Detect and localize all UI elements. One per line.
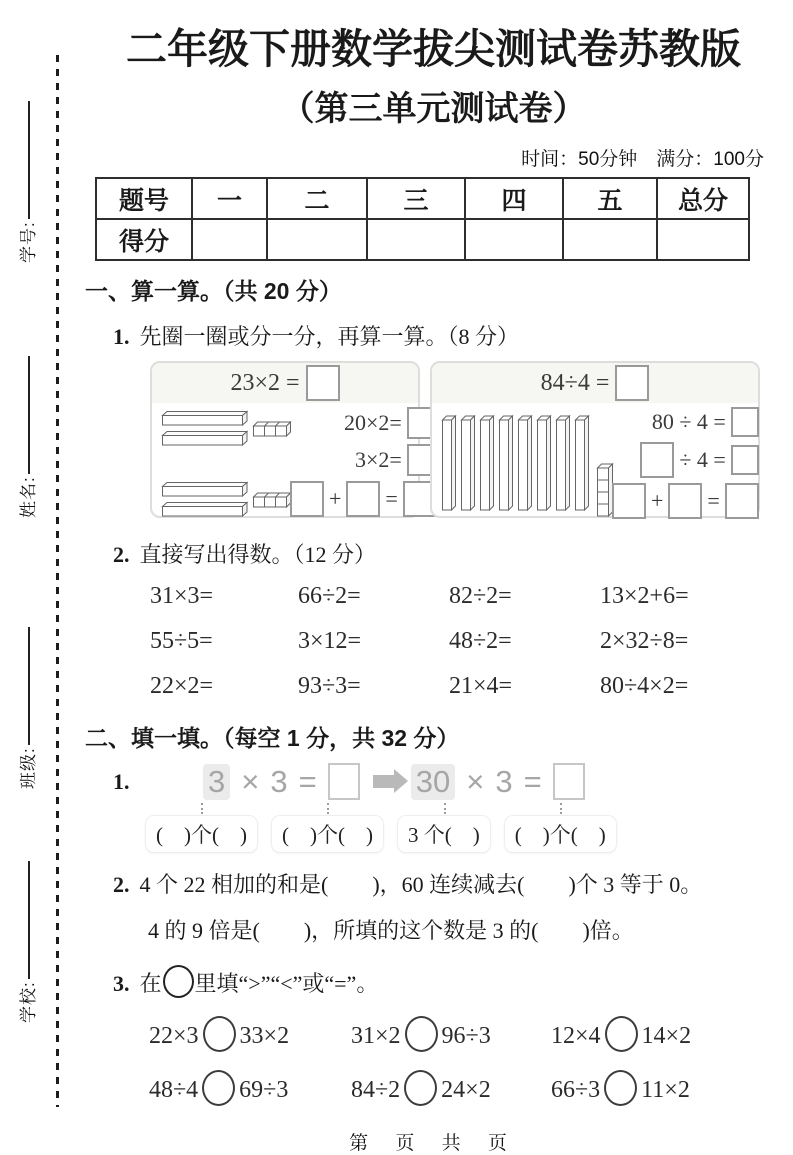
comparison-item (551, 1070, 782, 1106)
score-cell-blank (267, 219, 367, 260)
score-col-header-total: 总分 (657, 178, 749, 219)
comparison-row (149, 1016, 782, 1052)
tens-rod-icon (162, 411, 248, 426)
factor: 3 (270, 763, 288, 799)
student-id-label: 学号: (19, 221, 38, 263)
math-problem: 2×32÷8= (600, 628, 689, 655)
left-expression: 48÷4 (149, 1076, 199, 1103)
mult-sub-equation-2 (355, 444, 437, 476)
mult-sub-equation-1 (344, 407, 437, 439)
blocks-group-23 (162, 411, 290, 446)
s2-q1-number: 1. (113, 769, 130, 795)
comparison-circle (404, 1070, 437, 1106)
score-col-header-3: 三 (367, 178, 465, 219)
mult-sum-equation (290, 481, 437, 517)
blank-circle-icon (163, 965, 194, 998)
left-expression: 31×2 (351, 1022, 401, 1049)
equals-sign: = (298, 763, 317, 799)
score-cell-blank (465, 219, 563, 260)
margin-field-name (14, 356, 39, 518)
right-expression: 96÷3 (441, 1022, 491, 1049)
math-problem: 22×2= (150, 673, 214, 700)
mult-blocks-area (162, 407, 290, 517)
times-sign: × (241, 763, 260, 799)
block-diagrams-row (150, 361, 782, 518)
s2-q2-text2: 4 的 9 倍是( )，所填的这个数是 3 的( )倍。 (148, 918, 634, 944)
score-cell-blank (192, 219, 267, 260)
comparison-item (149, 1070, 351, 1106)
s2-q3-number: 3. (113, 970, 130, 996)
math-problem: 80÷4×2= (600, 673, 689, 700)
name-blank-line (28, 356, 30, 474)
answer-box (725, 483, 759, 519)
math-problem: 48÷2= (449, 628, 512, 655)
comparison-circle (604, 1070, 637, 1106)
factor: 3 (495, 763, 513, 799)
exam-meta: 时间：50分钟 满分：100分 (521, 149, 764, 171)
margin-field-class (14, 627, 39, 789)
equals-sign: = (523, 763, 542, 799)
tens-rod-icon (518, 415, 534, 511)
tens-rod-icon (442, 415, 458, 511)
school-label: 学校: (19, 981, 38, 1023)
answer-box (612, 483, 646, 519)
mult-main-equation: 23×2 = (230, 369, 300, 396)
s2-q3-prefix: 在 (139, 970, 162, 996)
multiplication-blocks-panel (150, 361, 420, 518)
s1-q1-prompt (113, 320, 782, 351)
fill-label-row (145, 815, 782, 853)
ones-cubes-icon (253, 492, 291, 508)
s1-q1-text: 先圈一圈或分一分，再算一算。（8 分） (139, 324, 520, 350)
answer-box (640, 442, 674, 478)
tens-rod-icon (537, 415, 553, 511)
math-problem: 31×3= (150, 583, 214, 610)
s1-q2-prompt (113, 538, 782, 569)
math-problem: 13×2+6= (600, 583, 689, 610)
score-col-header-1: 一 (192, 178, 267, 219)
comparison-circle (605, 1016, 638, 1052)
plus-sign: + (329, 486, 342, 512)
equals-sign: = (385, 486, 398, 512)
score-cell-blank (563, 219, 657, 260)
equals-sign: = (707, 488, 720, 514)
answer-box (328, 763, 360, 800)
s2-q1 (85, 763, 782, 853)
s1-q1-number: 1. (113, 324, 130, 350)
s2-q2-text1: 4 个 22 相加的和是( )，60 连续减去( )个 3 等于 0。 (139, 872, 703, 898)
seal-dashed-line (56, 55, 59, 1107)
highlighted-factor: 3 (203, 764, 230, 800)
comparison-row (149, 1070, 782, 1106)
class-label: 班级: (19, 747, 38, 789)
tens-rod-icon (575, 415, 591, 511)
left-expression: 84÷2 (351, 1076, 401, 1103)
div-blocks-area (442, 407, 612, 519)
answer-box (668, 483, 702, 519)
score-table-corner: 题号 (96, 178, 192, 219)
ones-cubes-icon (253, 421, 291, 437)
left-expression: 22×3 (149, 1022, 199, 1049)
comparison-circle (202, 1070, 235, 1106)
section1-heading: 一、算一算。（共 20 分） (85, 278, 342, 305)
comparison-item (351, 1070, 551, 1106)
answer-box (731, 445, 759, 475)
s2-q2-number: 2. (113, 872, 130, 898)
division-blocks-panel (430, 361, 760, 518)
math-problem: 66÷2= (298, 583, 361, 610)
tens-rod-icon (461, 415, 477, 511)
div-panel-header (432, 363, 758, 403)
mental-math-grid (150, 583, 782, 700)
times-sign: × (466, 763, 485, 799)
school-blank-line (28, 861, 30, 979)
equation-text: ÷ 4 = (679, 447, 726, 473)
tens-rod-icon (499, 415, 515, 511)
score-cell-blank (367, 219, 465, 260)
right-expression: 11×2 (641, 1076, 690, 1103)
math-problem: 82÷2= (449, 583, 512, 610)
comparison-item (551, 1016, 782, 1052)
answer-box (290, 481, 324, 517)
s1-q2-text: 直接写出得数。（12 分） (139, 542, 377, 568)
s2-q3-suffix: 里填“>”“<”或“=”。 (194, 970, 379, 996)
answer-box (615, 365, 649, 401)
div-sub-equation-2 (640, 442, 758, 478)
margin-field-student-id (14, 101, 39, 263)
div-main-equation: 84÷4 = (540, 369, 610, 396)
tens-rod-icon (162, 482, 248, 497)
tens-rod-icon (556, 415, 572, 511)
score-row-label: 得分 (96, 219, 192, 260)
page-title: 二年级下册数学拔尖测试卷苏教版 (126, 26, 741, 72)
right-expression: 24×2 (441, 1076, 491, 1103)
comparison-circle (203, 1016, 236, 1052)
tens-rod-icon (162, 431, 248, 446)
equation-text: 3×2= (355, 447, 402, 473)
page-footer: 第 页 共 页 (349, 1132, 518, 1154)
arrow-right-icon (373, 775, 394, 788)
fill-label-pill: ( )个( ) (145, 815, 258, 853)
section2-heading: 二、填一填。（每空 1 分，共 32 分） (85, 725, 460, 752)
comparison-item (351, 1016, 551, 1052)
plus-sign: + (651, 488, 664, 514)
fill-label-pill: ( )个( ) (271, 815, 384, 853)
equation-text: 20×2= (344, 410, 402, 436)
margin-field-school (14, 861, 39, 1023)
score-table (95, 177, 750, 261)
class-blank-line (28, 627, 30, 745)
demo-equation-row (203, 763, 782, 800)
score-col-header-5: 五 (563, 178, 657, 219)
fill-label-pill: 3 个( ) (397, 815, 491, 853)
math-problem: 3×12= (298, 628, 362, 655)
math-problem: 21×4= (449, 673, 513, 700)
right-expression: 33×2 (239, 1022, 290, 1049)
s2-q2-line1 (113, 869, 782, 901)
answer-box (346, 481, 380, 517)
s1-q2-number: 2. (113, 542, 130, 568)
fill-label-pill: ( )个( ) (504, 815, 617, 853)
comparison-circle (405, 1016, 438, 1052)
score-col-header-2: 二 (267, 178, 367, 219)
comparison-item (149, 1016, 351, 1052)
page-subtitle: （第三单元测试卷） (280, 90, 587, 129)
answer-box (553, 763, 585, 800)
score-cell-blank (657, 219, 749, 260)
math-problem: 55÷5= (150, 628, 213, 655)
mult-panel-header (152, 363, 418, 403)
right-expression: 69÷3 (239, 1076, 289, 1103)
right-expression: 14×2 (641, 1022, 692, 1049)
answer-box (306, 365, 340, 401)
s2-q3-prompt (113, 965, 782, 998)
blocks-group-23 (162, 482, 290, 517)
tens-rod-icon (480, 415, 496, 511)
equation-text: 80 ÷ 4 = (651, 409, 726, 435)
s2-q2-line2 (148, 915, 782, 947)
answer-box (731, 407, 759, 437)
div-sum-equation (612, 483, 759, 519)
highlighted-factor: 30 (411, 764, 455, 800)
student-id-blank-line (28, 101, 30, 219)
left-expression: 12×4 (551, 1022, 601, 1049)
div-sub-equation-1 (652, 407, 759, 437)
left-expression: 66÷3 (551, 1076, 601, 1103)
name-label: 姓名: (19, 476, 38, 518)
tens-rod-icon (162, 502, 248, 517)
math-problem: 93÷3= (298, 673, 361, 700)
score-col-header-4: 四 (465, 178, 563, 219)
